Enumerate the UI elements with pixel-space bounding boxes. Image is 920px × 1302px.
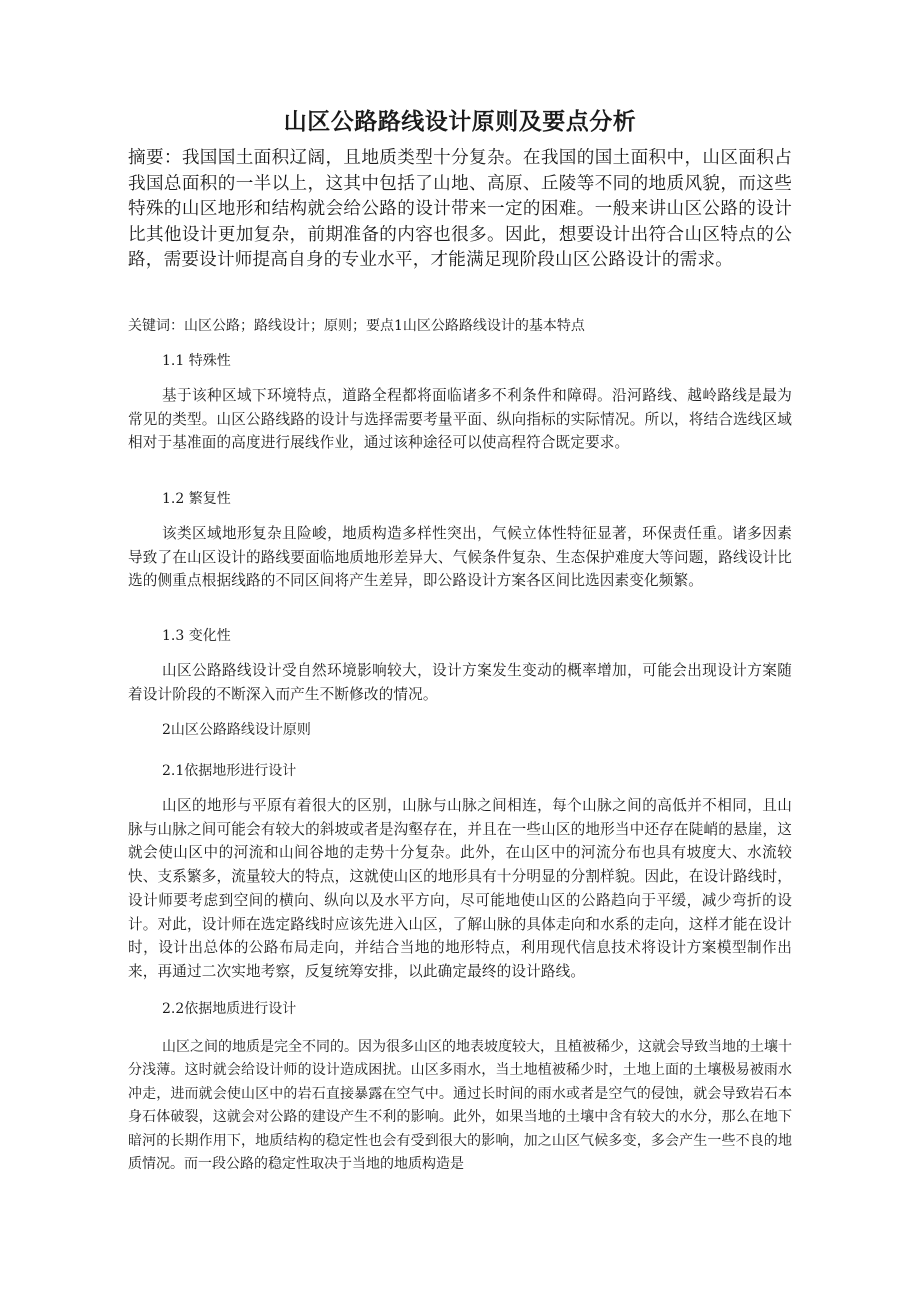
section-heading-2-2: 2.2依据地质进行设计 bbox=[162, 1001, 297, 1017]
section-heading-1-2: 1.2 繁复性 bbox=[162, 491, 231, 507]
document-title: 山区公路路线设计原则及要点分析 bbox=[283, 109, 637, 136]
section-text-2-1: 山区的地形与平原有着很大的区别，山脉与山脉之间相连，每个山脉之间的高低并不相同，且山脉与山脉之间可能会有较大的斜坡或者是沟壑存在，并且在一些山区的地形当中还存在陡峭的悬崖，这就会使山区中的河流和山间谷地的走势十分复杂。此外，在山区中的河流分布也具有坡度大、水流较快、支系繁多，流量较大的特点，这就使山区的地形具有十分明显的分割样貌。因此，在设计路线时，设计师要考虑到空间的横向、纵向以及水平方向，尽可能地使山区的公路趋向于平缓，减少弯折的设计。对此，设计师在选定路线时应该先进入山区，了解山脉的具体走向和水系的走向，这样才能在设计时，设计出总体的公路布局走向，并结合当地的地形特点，利用现代信息技术将设计方案模型制作出来，再通过二次实地考察，反复统筹安排，以此确定最终的设计路线。 bbox=[128, 797, 792, 980]
section-heading-1-3: 1.3 变化性 bbox=[162, 628, 231, 644]
keywords-line: 关键词：山区公路；路线设计；原则；要点1山区公路路线设计的基本特点 bbox=[128, 318, 585, 334]
section-heading-1-1: 1.1 特殊性 bbox=[162, 353, 231, 369]
section-heading-2-1: 2.1依据地形进行设计 bbox=[162, 763, 297, 779]
abstract-paragraph: 摘要：我国国土面积辽阔，且地质类型十分复杂。在我国的国土面积中，山区面积占我国总面积的一半以上，这其中包括了山地、高原、丘陵等不同的地质风貌，而这些特殊的山区地形和结构就会给公路的设计带来一定的困难。一般来讲山区公路的设计比其他设计更加复杂，前期准备的内容也很多。因此，想要设计出符合山区特点的公路，需要设计师提高自身的专业水平，才能满足现阶段山区公路设计的需求。 bbox=[128, 148, 792, 270]
section-text-1-1: 基于该种区域下环境特点，道路全程都将面临诸多不利条件和障碍。沿河路线、越岭路线是最为常见的类型。山区公路线路的设计与选择需要考量平面、纵向指标的实际情况。所以，将结合选线区域相对于基准面的高度进行展线作业，通过该种途径可以使高程符合既定要求。 bbox=[128, 387, 792, 452]
section-text-1-3: 山区公路路线设计受自然环境影响较大，设计方案发生变动的概率增加，可能会出现设计方案随着设计阶段的不断深入而产生不断修改的情况。 bbox=[128, 662, 792, 703]
section-text-1-2: 该类区域地形复杂且险峻，地质构造多样性突出，气候立体性特征显著，环保责任重。诸多因素导致了在山区设计的路线要面临地质地形差异大、气候条件复杂、生态保护难度大等问题，路线设计比选的侧重点根据线路的不同区间将产生差异，即公路设计方案各区间比选因素变化频繁。 bbox=[128, 525, 792, 590]
section-heading-2: 2山区公路路线设计原则 bbox=[162, 722, 311, 738]
section-text-2-2: 山区之间的地质是完全不同的。因为很多山区的地表坡度较大，且植被稀少，这就会导致当地的土壤十分浅薄。这时就会给设计师的设计造成困扰。山区多雨水，当土地植被稀少时，土地上面的土壤极易被雨水冲走，进而就会使山区中的岩石直接暴露在空气中。通过长时间的雨水或者是空气的侵蚀，就会导致岩石本身石体破裂，这就会对公路的建设产生不利的影响。此外，如果当地的土壤中含有较大的水分，那么在地下暗河的长期作用下，地质结构的稳定性也会有受到很大的影响，加之山区气候多变，多会产生一些不良的地质情况。而一段公路的稳定性取决于当地的地质构造是 bbox=[128, 1039, 792, 1173]
